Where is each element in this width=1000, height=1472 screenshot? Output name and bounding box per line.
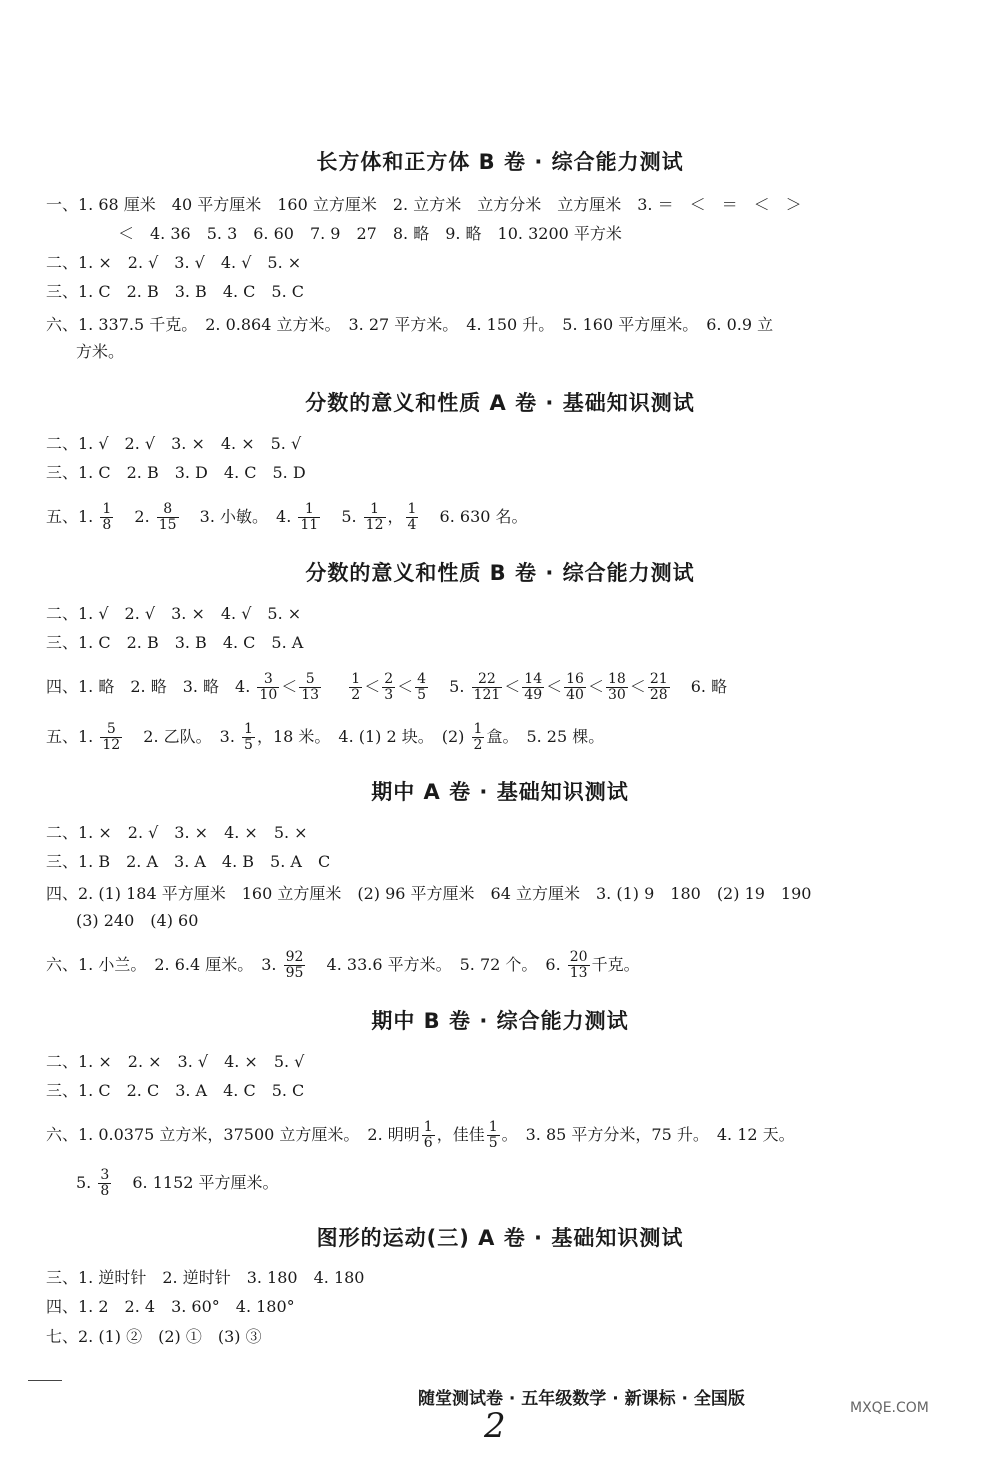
answer-line: 方米。 <box>76 342 125 361</box>
fraction: $\frac{2}{3}$ <box>384 671 394 703</box>
fraction: $\frac{1}{8}$ <box>102 501 112 533</box>
answer-line: 三、1. C 2. B 3. B 4. C 5. C <box>46 282 305 301</box>
fraction: $\frac{1}{2}$ <box>351 671 361 703</box>
fraction: $\frac{8}{15}$ <box>158 501 177 533</box>
answer-line: 六、1. 0.0375 立方米，37500 立方厘米。 2. 明明 $\frac{1}{6}$ ，佳佳 $\frac{1}{5}$ 。 3. 85 平方分米，75 升。 4. 12 天。 <box>46 1119 795 1151</box>
answer-line: 三、1. C 2. B 3. B 4. C 5. A <box>46 633 304 652</box>
section-title: 期中 B 卷 · 综合能力测试 <box>371 1009 629 1033</box>
fraction: $\frac{5}{12}$ <box>102 721 121 753</box>
fraction: $\frac{1}{2}$ <box>473 721 483 753</box>
fraction: $\frac{16}{40}$ <box>566 671 584 703</box>
answer-line: 六、1. 337.5 千克。 2. 0.864 立方米。 3. 27 平方米。 4. 150 升。 5. 160 平方厘米。 6. 0.9 立 <box>46 315 774 334</box>
fraction: $\frac{1}{4}$ <box>407 501 417 533</box>
answer-line: 三、1. 逆时针 2. 逆时针 3. 180 4. 180 <box>46 1268 365 1287</box>
fraction: $\frac{1}{5}$ <box>488 1119 498 1151</box>
fraction: $\frac{20}{13}$ <box>569 949 588 981</box>
footer-rule <box>28 1380 62 1381</box>
answer-line: 三、1. B 2. A 3. A 4. B 5. A C <box>46 852 331 871</box>
answer-line: 二、1. √ 2. √ 3. × 4. √ 5. × <box>46 604 302 623</box>
fraction: $\frac{21}{28}$ <box>649 671 668 703</box>
answer-line: 二、1. × 2. √ 3. × 4. × 5. × <box>46 823 308 842</box>
answer-line: 六、1. 小兰。 2. 6.4 厘米。 3. $\frac{92}{95}$ 4. 33.6 平方米。 5. 72 个。 6. $\frac{20}{13}$ 千克。 <box>46 949 640 981</box>
answer-line: 五、1. $\frac{1}{8}$ 2. $\frac{8}{15}$ 3. 小敏。 4. $\frac{1}{11}$ 5. $\frac{1}{12}$ ， $\frac{1}{4}$ 6. 630 名。 <box>46 501 528 533</box>
answer-line: 七、2. (1) ② (2) ① (3) ③ <box>46 1327 262 1346</box>
fraction: $\frac{18}{30}$ <box>607 671 626 703</box>
fraction: $\frac{1}{11}$ <box>300 501 319 533</box>
fraction: $\frac{14}{49}$ <box>524 671 543 703</box>
section-title: 期中 A 卷 · 基础知识测试 <box>371 780 629 804</box>
answer-line: 四、1. 略 2. 略 3. 略 4. $\frac{3}{10}$ ＜ $\frac{5}{13}$ $\frac{1}{2}$ ＜ $\frac{2}{3}$ ＜ $\frac{4}{5}$ 5. $\frac{22}{121}$ ＜ $\frac{14}{49}$ ＜ $\frac{16}{40}$ ＜ $\frac{18}{30}$ ＜ $\frac{21}{28}$ 6. 略 <box>46 671 728 703</box>
footer-title: 随堂测试卷 · 五年级数学 · 新课标 · 全国版 <box>418 1389 745 1409</box>
fraction: $\frac{3}{10}$ <box>259 671 278 703</box>
answer-line: (3) 240 (4) 60 <box>76 911 199 930</box>
answer-line: 二、1. √ 2. √ 3. × 4. × 5. √ <box>46 434 302 453</box>
answer-line: 5. $\frac{3}{8}$ 6. 1152 平方厘米。 <box>76 1167 279 1199</box>
fraction: $\frac{92}{95}$ <box>285 949 304 981</box>
fraction: $\frac{4}{5}$ <box>417 671 427 703</box>
answer-line: 三、1. C 2. B 3. D 4. C 5. D <box>46 463 306 482</box>
answer-line: 四、2. (1) 184 平方厘米 160 立方厘米 (2) 96 平方厘米 64 立方厘米 3. (1) 9 180 (2) 19 190 <box>46 884 812 903</box>
fraction: $\frac{1}{6}$ <box>423 1119 433 1151</box>
fraction: $\frac{1}{12}$ <box>365 501 384 533</box>
answer-line: 二、1. × 2. √ 3. √ 4. √ 5. × <box>46 253 302 272</box>
answer-line: 四、1. 2 2. 4 3. 60° 4. 180° <box>46 1297 295 1316</box>
fraction: $\frac{5}{13}$ <box>301 671 320 703</box>
section-title: 长方体和正方体 B 卷 · 综合能力测试 <box>316 150 684 174</box>
fraction: $\frac{1}{5}$ <box>244 721 253 753</box>
section-title: 分数的意义和性质 A 卷 · 基础知识测试 <box>305 391 695 415</box>
answer-line: 五、1. $\frac{5}{12}$ 2. 乙队。 3. $\frac{1}{5}$ ，18 米。 4. (1) 2 块。 (2) $\frac{1}{2}$ 盒。 5. 25 棵。 <box>46 721 605 753</box>
answer-line: ＜ 4. 36 5. 3 6. 60 7. 9 27 8. 略 9. 略 10. 3200 平方米 <box>118 224 622 243</box>
section-title: 图形的运动(三) A 卷 · 基础知识测试 <box>316 1226 684 1250</box>
fraction: $\frac{22}{121}$ <box>473 671 501 703</box>
watermark: MXQE.COM <box>850 1400 929 1416</box>
fraction: $\frac{3}{8}$ <box>100 1167 110 1199</box>
answer-line: 三、1. C 2. C 3. A 4. C 5. C <box>46 1081 305 1100</box>
answer-line: 二、1. × 2. × 3. √ 4. × 5. √ <box>46 1052 305 1071</box>
page-number: 2 <box>484 1406 506 1446</box>
answer-line: 一、1. 68 厘米 40 平方厘米 160 立方厘米 2. 立方米 立方分米 立方厘米 3. ＝ ＜ ＝ ＜ ＞ <box>46 195 802 214</box>
section-title: 分数的意义和性质 B 卷 · 综合能力测试 <box>305 561 695 585</box>
